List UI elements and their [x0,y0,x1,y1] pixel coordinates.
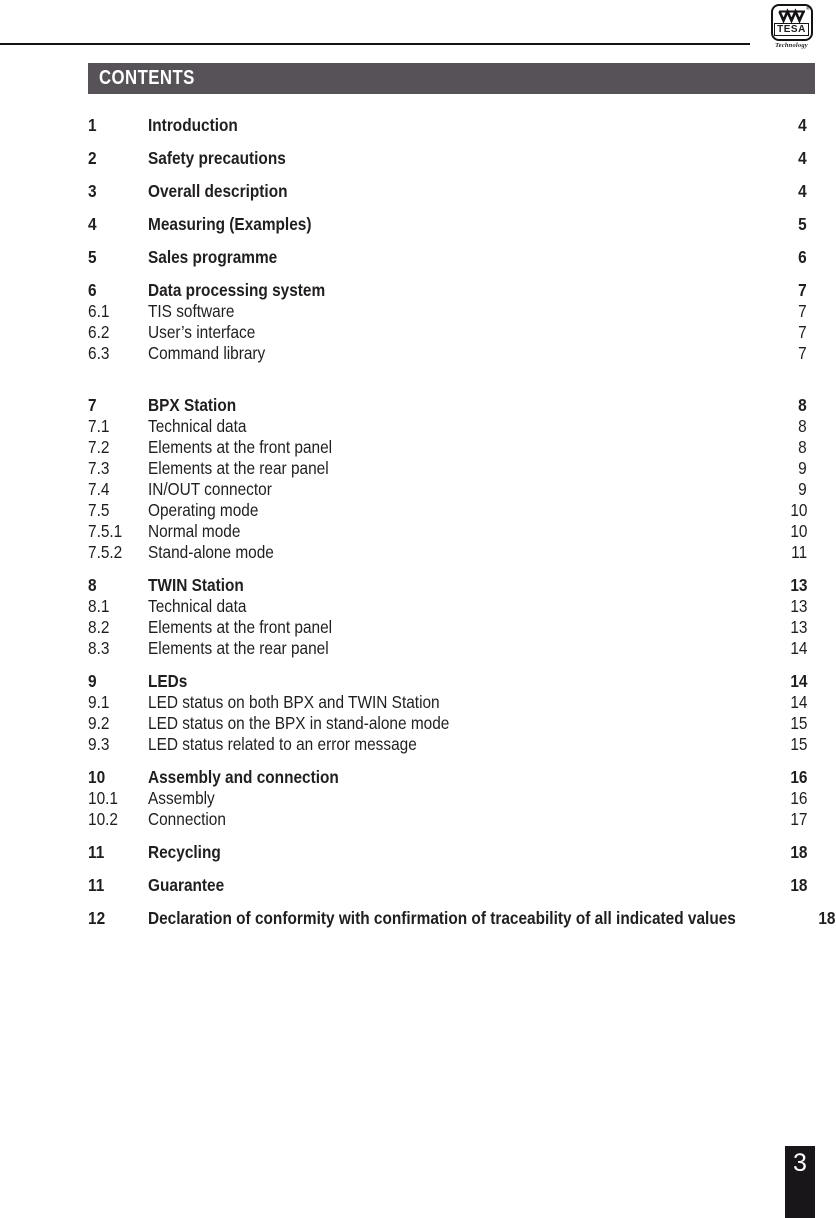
toc-row [88,596,807,617]
toc-entry-page: 11 [791,542,807,562]
toc-entry-number: 7.5 [88,500,110,520]
toc-row [88,767,807,788]
toc-entry-title: Overall description [148,181,288,201]
toc-entry-page: 14 [789,692,807,712]
toc-entry-title: Elements at the rear panel [148,458,329,478]
toc-row [88,908,836,929]
toc-entry-title: Connection [148,809,226,829]
toc-entry-number: 1 [88,115,97,135]
toc-row [88,617,807,638]
toc-entry-title: TWIN Station [148,575,244,595]
toc-entry-title: Sales programme [148,247,278,267]
toc-entry-page: 14 [789,638,807,658]
toc-entry-page: 8 [798,437,807,457]
toc-row [88,521,807,542]
toc-entry-page: 13 [789,596,807,616]
toc-entry-title: Guarantee [148,875,225,895]
toc-row [88,734,807,755]
toc-entry-page: 6 [798,247,807,267]
toc-list [88,115,836,929]
toc-row [88,458,807,479]
toc-entry-title: Elements at the front panel [148,437,333,457]
toc-entry-page: 7 [798,280,807,300]
toc-entry-number: 9.2 [88,713,110,733]
toc-entry-number: 4 [88,214,97,234]
toc-entry-title: Assembly [148,788,215,808]
toc-entry-number: 7.3 [88,458,110,478]
page-number: 3 [793,1149,807,1177]
toc-entry-number: 2 [88,148,97,168]
contents-header-bar [88,63,815,94]
toc-entry-number: 3 [88,181,97,201]
toc-entry-number: 8.2 [88,617,110,637]
toc-entry-page: 7 [798,301,807,321]
toc-entry-number: 8.1 [88,596,110,616]
toc-entry-title: User’s interface [148,322,256,342]
tesa-technology-label: Technology [775,42,808,49]
toc-row [88,301,807,322]
toc-entry-title: BPX Station [148,395,237,415]
toc-entry-title: Operating mode [148,500,259,520]
toc-row [88,842,807,863]
toc-row [88,395,807,416]
toc-entry-page: 4 [798,181,807,201]
toc-entry-title: Declaration of conformity with confirmation of traceability of all indicated values [148,908,736,928]
toc-entry-number: 6.1 [88,301,110,321]
toc-entry-page: 8 [798,416,807,436]
toc-entry-number: 11 [88,875,105,895]
toc-row [88,416,807,437]
toc-entry-number: 7.2 [88,437,110,457]
toc-row [88,280,807,301]
toc-entry-number: 9.1 [88,692,110,712]
toc-entry-title: Measuring (Examples) [148,214,312,234]
tesa-wordmark: TESA [774,23,809,36]
toc-entry-title: Assembly and connection [148,767,339,787]
toc-entry-page: 18 [789,875,807,895]
toc-row [88,181,807,202]
toc-row [88,575,807,596]
toc-row [88,875,807,896]
toc-entry-page: 17 [789,809,807,829]
toc-entry-number: 5 [88,247,97,267]
toc-entry-number: 7.5.2 [88,542,123,562]
toc-entry-number: 7.5.1 [88,521,123,541]
contents-title: CONTENTS [99,67,195,89]
toc-entry-title: Elements at the rear panel [148,638,329,658]
toc-row [88,247,807,268]
toc-entry-page: 15 [789,713,807,733]
toc-entry-title: LED status on both BPX and TWIN Station [148,692,440,712]
toc-entry-page: 7 [798,322,807,342]
toc-entry-number: 10.2 [88,809,118,829]
toc-row [88,542,807,563]
toc-entry-title: Safety precautions [148,148,286,168]
toc-entry-title: Data processing system [148,280,326,300]
toc-entry-page: 5 [798,214,807,234]
tesa-zigzag-icon: ® [778,10,806,22]
toc-entry-page: 10 [789,521,807,541]
toc-entry-number: 6.2 [88,322,110,342]
toc-row [88,479,807,500]
toc-entry-number: 7 [88,395,97,415]
toc-entry-number: 9 [88,671,97,691]
toc-entry-title: LED status on the BPX in stand-alone mode [148,713,450,733]
toc-entry-title: Recycling [148,842,221,862]
toc-row [88,671,807,692]
toc-entry-number: 9.3 [88,734,110,754]
toc-entry-title: TIS software [148,301,235,321]
toc-entry-title: Elements at the front panel [148,617,333,637]
toc-entry-page: 8 [798,395,807,415]
toc-row [88,638,807,659]
toc-entry-title: LED status related to an error message [148,734,417,754]
page-number-box [785,1146,815,1218]
toc-entry-page: 13 [789,575,807,595]
toc-entry-page: 4 [798,115,807,135]
toc-entry-page: 18 [789,842,807,862]
toc-entry-title: Normal mode [148,521,241,541]
toc-entry-number: 8 [88,575,97,595]
toc-entry-title: Stand-alone mode [148,542,274,562]
toc-entry-page: 7 [798,343,807,363]
toc-entry-page: 13 [789,617,807,637]
toc-entry-number: 12 [88,908,106,928]
tesa-logo-box [771,4,813,41]
toc-entry-number: 7.4 [88,479,110,499]
toc-entry-page: 18 [818,908,836,928]
toc-entry-number: 8.3 [88,638,110,658]
top-rule [0,43,750,45]
toc-entry-number: 6 [88,280,97,300]
toc-entry-page: 10 [789,500,807,520]
toc-entry-number: 10.1 [88,788,118,808]
toc-row [88,322,807,343]
toc-row [88,713,807,734]
toc-entry-number: 10 [88,767,106,787]
toc-entry-page: 9 [798,479,807,499]
toc-row [88,437,807,458]
toc-entry-title: Introduction [148,115,238,135]
toc-entry-title: LEDs [148,671,188,691]
toc-entry-page: 16 [789,788,807,808]
toc-row [88,692,807,713]
toc-entry-page: 4 [798,148,807,168]
tesa-logo [770,4,813,49]
toc-row [88,115,807,136]
toc-entry-title: IN/OUT connector [148,479,272,499]
toc-row [88,214,807,235]
toc-entry-page: 16 [789,767,807,787]
toc-row [88,148,807,169]
toc-row [88,809,807,830]
toc-row [88,343,807,364]
toc-row [88,788,807,809]
toc-entry-title: Command library [148,343,266,363]
toc-entry-page: 9 [798,458,807,478]
toc-entry-title: Technical data [148,416,247,436]
toc-row [88,500,807,521]
toc-entry-page: 15 [789,734,807,754]
toc-entry-number: 7.1 [88,416,110,436]
toc-entry-page: 14 [789,671,807,691]
toc-entry-number: 11 [88,842,105,862]
toc-entry-title: Technical data [148,596,247,616]
toc-entry-number: 6.3 [88,343,110,363]
